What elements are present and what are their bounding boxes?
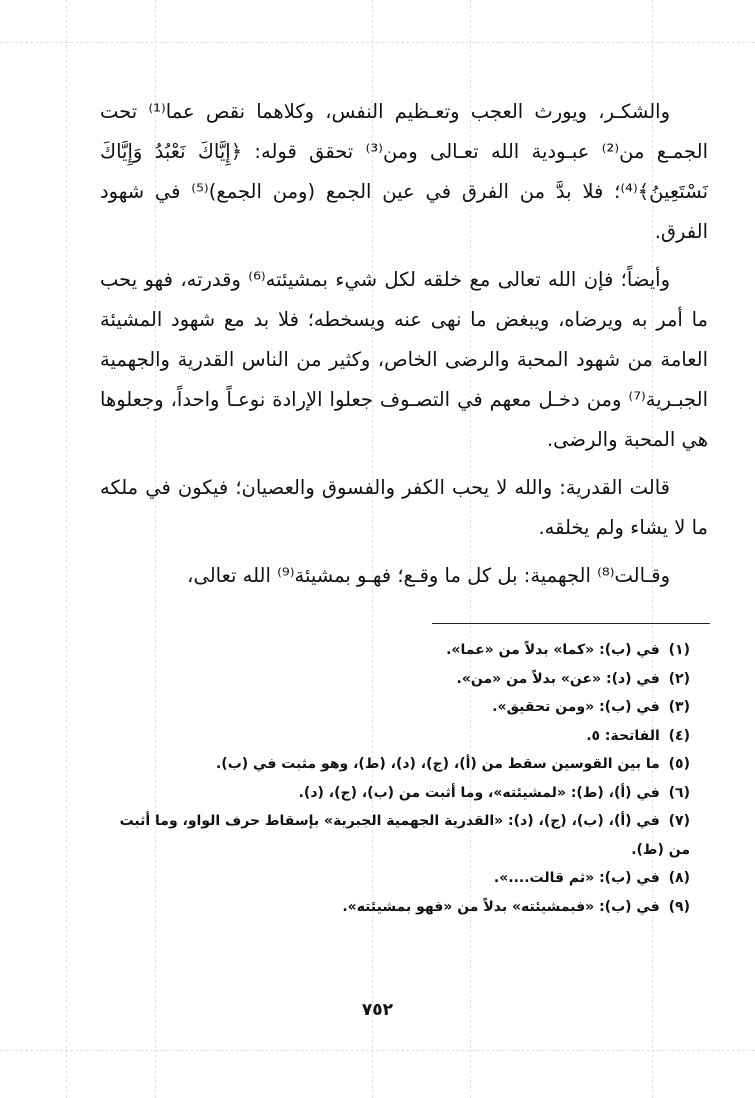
footnote-text: في (ب): «فبمشيئته» بدلاً من «فهو بمشيئته». [342,898,660,915]
footnote-number: (٩) [668,898,690,915]
footnote-text: الفاتحة: ٥. [586,727,660,744]
footnote-number: (٣) [668,699,690,715]
footnote-text: في (ب): «ثم قالت....». [493,870,660,886]
footnote-number: (٢) [668,670,690,687]
footnote-text: في (أ)، (ب)، (ج)، (د): «القدرية الجهمية الجبرية» بإسقاط حرف الواو، وما أثبت من (ط). [119,813,690,858]
footnote [100,665,706,694]
main-text [100,92,708,596]
footnote-separator [432,623,710,624]
footnote-number: (٧) [668,813,690,829]
footnote-number: (٨) [668,870,690,886]
footnotes [100,636,706,921]
paragraph: وأيضاً؛ فإن الله تعالى مع خلقه لكل شيء بمشيئته⁽⁶⁾ وقدرته، فهو يحب ما أمر به ويرضاه، ويبغض ما نهى عنه ويسخطه؛ فلا بد مع شهود المشيئة العامة من شهود المحبة والرضى الخاص، وكثير من الناس القدرية والجهمية الجبـرية⁽⁷⁾ ومن دخـل معهم في التصـوف جعلوا الإرادة نوعـاً واحداً، وجعلوها هي المحبة والرضى. [100,268,708,451]
guide-line [0,1050,755,1051]
footnote-text: ما بين القوسين سقط من (أ)، (ج)، (د)، (ط)، وهو مثبت في (ب). [215,756,660,772]
footnote [100,893,706,922]
page-number: ٧٥٢ [361,1000,394,1020]
paragraph: وقـالت⁽⁸⁾ الجهمية: بل كل ما وقـع؛ فهـو بمشيئة⁽⁹⁾ الله تعالى، [187,564,670,587]
footnote-number: (٥) [668,756,690,772]
footnote [100,722,706,751]
footnote-text: في (د): «عن» بدلاً من «من». [456,670,660,687]
footnote [100,807,706,864]
footnote-number: (٤) [668,727,690,744]
footnote-text: في (ب): «ومن تحقيق». [492,699,660,715]
footnote-text: في (أ)، (ط): «لمشيئته»، وما أثبت من (ب)، (ج)، (د). [298,784,660,801]
footnote-text: في (ب): «كما» بدلاً من «عما». [446,642,660,658]
footnote [100,750,706,779]
footnote [100,779,706,808]
footnote [100,693,706,722]
footnote-number: (١) [668,642,690,658]
guide-line [66,0,67,1098]
paragraph: والشكـر، ويورث العجب وتعـظيم النفس، وكلاهما نقص عما⁽¹⁾ تحت الجمـع من⁽²⁾ عبـودية الله تعـالى ومن⁽³⁾ تحقق قوله: ﴿إِيَّاكَ نَعْبُدُ وَإِيَّاكَ نَسْتَعِينُ﴾⁽⁴⁾؛ فلا بدَّ من الفرق في عين الجمع (ومن الجمع)⁽⁵⁾ في شهود الفرق. [100,100,709,243]
footnote [100,864,706,893]
footnote-number: (٦) [668,784,690,801]
paragraph: قالت القدرية: والله لا يحب الكفر والفسوق والعصيان؛ فيكون في ملكه ما لا يشاء ولم يخلقه. [100,476,708,539]
footnote [100,636,706,665]
guide-line [0,42,755,43]
